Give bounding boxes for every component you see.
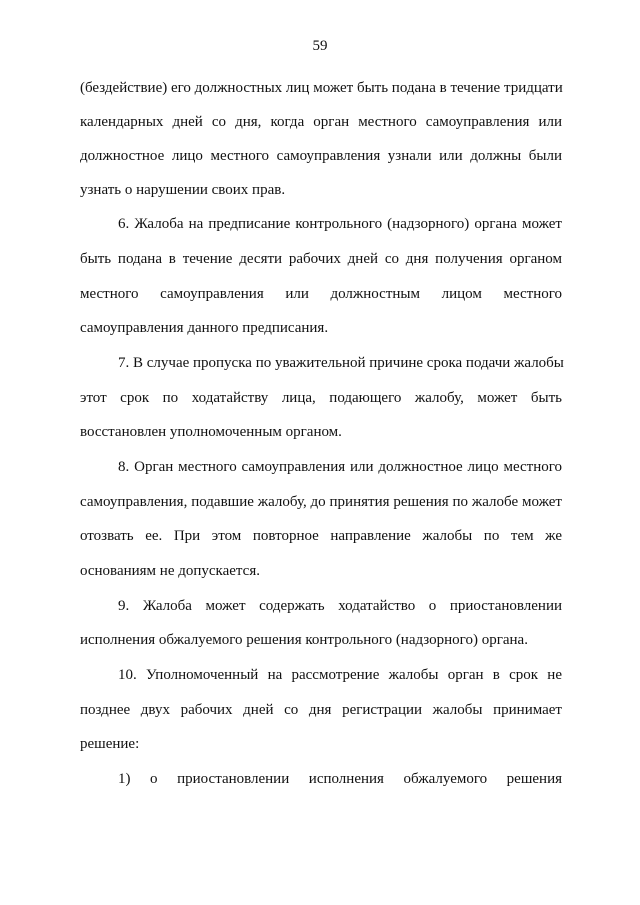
page-number: 59	[312, 38, 328, 54]
text-line: самоуправления данного предписания.	[80, 320, 329, 336]
paragraph-first-line: 8. Орган местного самоуправления или должностное лицо местного	[118, 459, 562, 475]
list-item-first-line: 1) о приостановлении исполнения обжалуемого решения	[118, 771, 562, 787]
paragraph-first-line: 6. Жалоба на предписание контрольного (надзорного) органа может	[118, 216, 562, 232]
text-line: этот срок по ходатайству лица, подающего жалобу, может быть	[80, 390, 562, 406]
text-line: календарных дней со дня, когда орган местного самоуправления или	[80, 114, 562, 130]
text-line: отозвать ее. При этом повторное направление жалобы по тем же	[80, 528, 562, 544]
text-line: местного самоуправления или должностным лицом местного	[80, 286, 562, 302]
text-line: позднее двух рабочих дней со дня регистрации жалобы принимает	[80, 702, 562, 718]
paragraph-first-line: 7. В случае пропуска по уважительной причине срока подачи жалобы	[118, 355, 564, 371]
paragraph-first-line: 10. Уполномоченный на рассмотрение жалобы орган в срок не	[118, 667, 562, 683]
text-line: быть подана в течение десяти рабочих дней со дня получения органом	[80, 251, 562, 267]
paragraph-first-line: 9. Жалоба может содержать ходатайство о приостановлении	[118, 598, 562, 614]
text-line: восстановлен уполномоченным органом.	[80, 424, 342, 440]
text-line: самоуправления, подавшие жалобу, до принятия решения по жалобе может	[80, 494, 562, 510]
text-line: узнать о нарушении своих прав.	[80, 182, 286, 198]
text-line: (бездействие) его должностных лиц может быть подана в течение тридцати	[80, 80, 563, 96]
text-line: основаниям не допускается.	[80, 563, 260, 579]
text-line: исполнения обжалуемого решения контрольного (надзорного) органа.	[80, 632, 528, 648]
text-line: должностное лицо местного самоуправления узнали или должны были	[80, 148, 562, 164]
text-line: решение:	[80, 736, 140, 752]
